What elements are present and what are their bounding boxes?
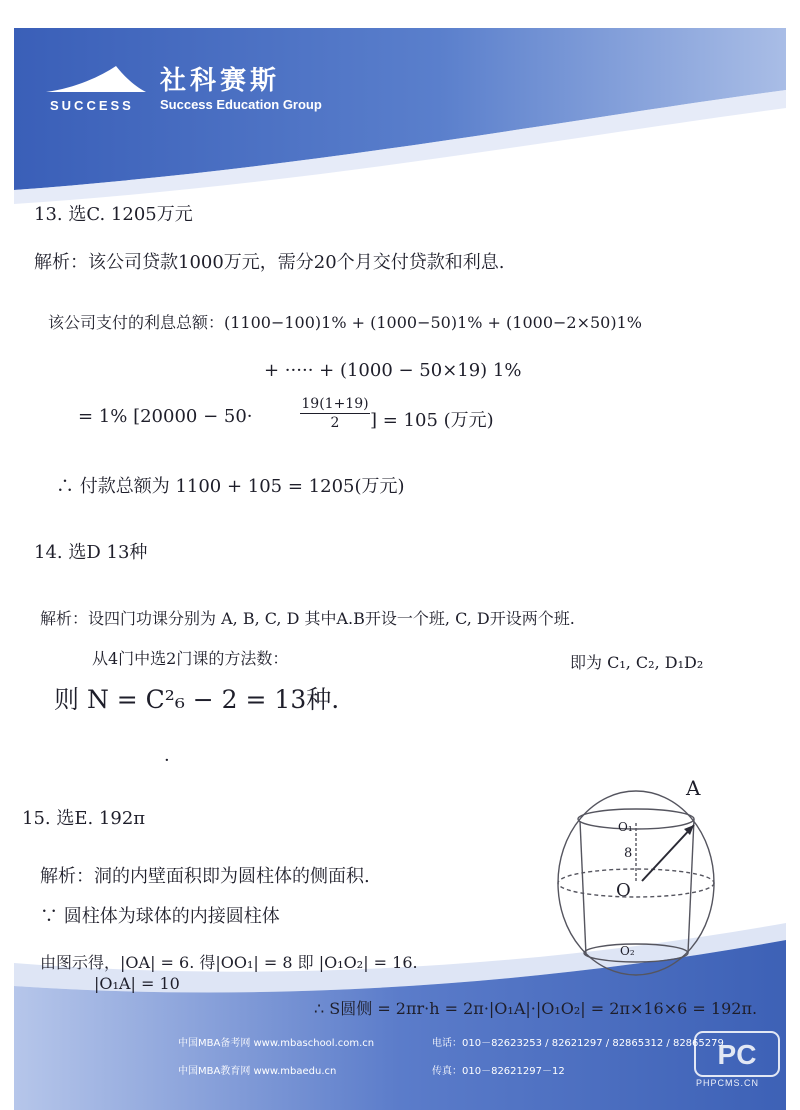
q13-fraction	[300, 396, 370, 431]
footer-site-2: 中国MBA教育网 www.mbaedu.cn	[178, 1066, 337, 1077]
svg-text:PC: PC	[717, 1039, 757, 1070]
cylinder-left-edge	[580, 821, 586, 955]
watermark-logo-icon	[694, 1031, 780, 1077]
footer-fax: 传真：010－82621297－12	[432, 1066, 565, 1077]
fraction-numerator: 19(1+19)	[301, 396, 369, 412]
bottom-circle	[584, 944, 688, 962]
q14-analysis: 解析：设四门功课分别为 A, B, C, D 其中A.B开设一个班, C, D开设两个班.	[40, 609, 575, 628]
stray-dot: ·	[164, 750, 170, 771]
figure-label-o2: O₂	[620, 944, 635, 958]
q13-interest-line1: 该公司支付的利息总额：(1100−100)1% + (1000−50)1% + (1000−2×50)1%	[48, 313, 642, 332]
q13-total: ∴ 付款总额为 1100 + 105 = 1205(万元)	[56, 476, 405, 497]
brand-name-en: Success Education Group	[160, 97, 322, 112]
figure-label-8: 8	[624, 846, 633, 861]
mountain-logo-icon	[46, 66, 146, 96]
brand-name-cn: 社科赛斯	[160, 66, 281, 96]
fraction-denominator: 2	[330, 415, 340, 431]
figure-label-o: O	[616, 880, 631, 901]
footer-site-1: 中国MBA备考网 www.mbaschool.com.cn	[178, 1038, 375, 1049]
q13-answer: 13. 选C. 1205万元	[34, 204, 193, 225]
q15-line3b: |O₁A| = 10	[94, 974, 180, 993]
q15-analysis: 解析：洞的内壁面积即为圆柱体的侧面积.	[40, 866, 370, 887]
sphere-cylinder-figure	[544, 773, 744, 983]
figure-label-o1: O₁	[618, 820, 633, 834]
q15-line3: 由图示得，|OA| = 6. 得|OO₁| = 8 即 |O₁O₂| = 16.	[40, 953, 418, 972]
q14-formula: 则 N = C²₆ − 2 = 13种.	[54, 685, 340, 714]
q13-interest-line3-left: = 1% [20000 − 50·	[78, 406, 253, 427]
q14-line2: 从4门中选2门课的方法数：	[92, 649, 289, 668]
q15-area: ∴ S圆侧 = 2πr·h = 2π·|O₁A|·|O₁O₂| = 2π×16×6 = 192π.	[314, 999, 758, 1018]
q13-analysis: 解析：该公司贷款1000万元，需分20个月交付贷款和利息.	[34, 252, 505, 273]
q15-line2: ∵ 圆柱体为球体的内接圆柱体	[40, 906, 280, 927]
q13-interest-line3-right: ] = 105 (万元)	[370, 410, 494, 431]
logo-wordmark: SUCCESS	[50, 98, 134, 113]
q13-interest-line2: + ····· + (1000 − 50×19) 1%	[264, 360, 522, 381]
figure-label-a: A	[686, 776, 701, 800]
footer-phone: 电话：010－82623253 / 82621297 / 82865312 / 82865279	[432, 1038, 724, 1049]
watermark-text: PHPCMS.CN	[696, 1078, 760, 1088]
q14-answer: 14. 选D 13种	[34, 542, 148, 563]
q15-answer: 15. 选E. 192π	[22, 808, 146, 829]
document-page	[14, 28, 786, 1110]
radius-o-a	[642, 825, 694, 881]
cylinder-right-edge	[688, 819, 694, 953]
q14-line2-right: 即为 C₁, C₂, D₁D₂	[570, 653, 704, 672]
